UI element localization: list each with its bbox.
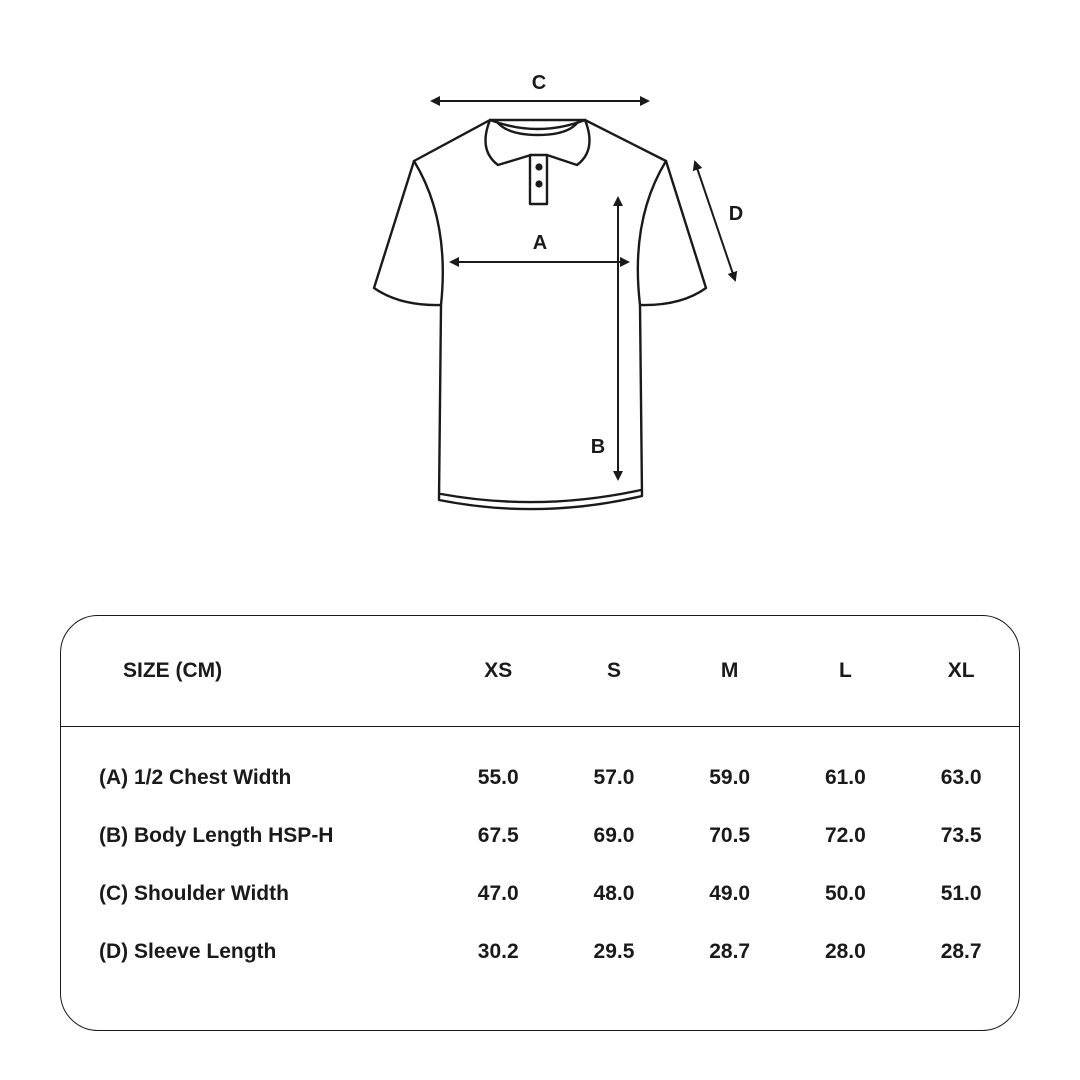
table-cell: 48.0 bbox=[593, 881, 635, 905]
size-column-header: SIZE (CM) bbox=[61, 616, 440, 726]
size-header-m: M bbox=[672, 616, 788, 726]
table-cell: 49.0 bbox=[709, 881, 751, 905]
size-header-xs: XS bbox=[440, 616, 556, 726]
table-cell: 67.5 bbox=[477, 823, 519, 847]
table-cell: 28.7 bbox=[709, 939, 751, 963]
dimension-d-label: D bbox=[728, 203, 744, 225]
table-cell: 72.0 bbox=[824, 823, 866, 847]
table-cell: 29.5 bbox=[593, 939, 635, 963]
table-cell: 59.0 bbox=[709, 765, 751, 789]
table-cell: 50.0 bbox=[824, 881, 866, 905]
dimension-a-label: A bbox=[532, 232, 548, 254]
row-label: (B) Body Length HSP-H bbox=[99, 823, 334, 847]
size-header-l: L bbox=[788, 616, 904, 726]
table-cell: 28.7 bbox=[940, 939, 982, 963]
row-label: (A) 1/2 Chest Width bbox=[99, 765, 292, 789]
size-chart-card bbox=[60, 615, 1020, 1031]
table-cell: 28.0 bbox=[824, 939, 866, 963]
table-row-sleeve-length bbox=[61, 923, 1019, 981]
row-label: (D) Sleeve Length bbox=[99, 939, 277, 963]
table-cell: 70.5 bbox=[709, 823, 751, 847]
table-cell: 55.0 bbox=[477, 765, 519, 789]
table-cell: 57.0 bbox=[593, 765, 635, 789]
dimension-c-label: C bbox=[531, 72, 547, 94]
size-table-header-row bbox=[61, 616, 1019, 726]
table-cell: 69.0 bbox=[593, 823, 635, 847]
size-header-xl: XL bbox=[903, 616, 1019, 726]
table-cell: 30.2 bbox=[477, 939, 519, 963]
size-header-s: S bbox=[556, 616, 672, 726]
table-cell: 61.0 bbox=[824, 765, 866, 789]
table-cell: 51.0 bbox=[940, 881, 982, 905]
row-label: (C) Shoulder Width bbox=[99, 881, 289, 905]
table-cell: 47.0 bbox=[477, 881, 519, 905]
polo-shirt-outline bbox=[374, 120, 706, 509]
button-bottom bbox=[535, 180, 542, 187]
table-row-body-length bbox=[61, 807, 1019, 865]
table-row-shoulder-width bbox=[61, 865, 1019, 923]
table-cell: 73.5 bbox=[940, 823, 982, 847]
dimension-b-label: B bbox=[590, 436, 606, 458]
table-cell: 63.0 bbox=[940, 765, 982, 789]
button-top bbox=[535, 163, 542, 170]
size-chart-table bbox=[61, 616, 1019, 981]
table-row-chest-width bbox=[61, 726, 1019, 807]
